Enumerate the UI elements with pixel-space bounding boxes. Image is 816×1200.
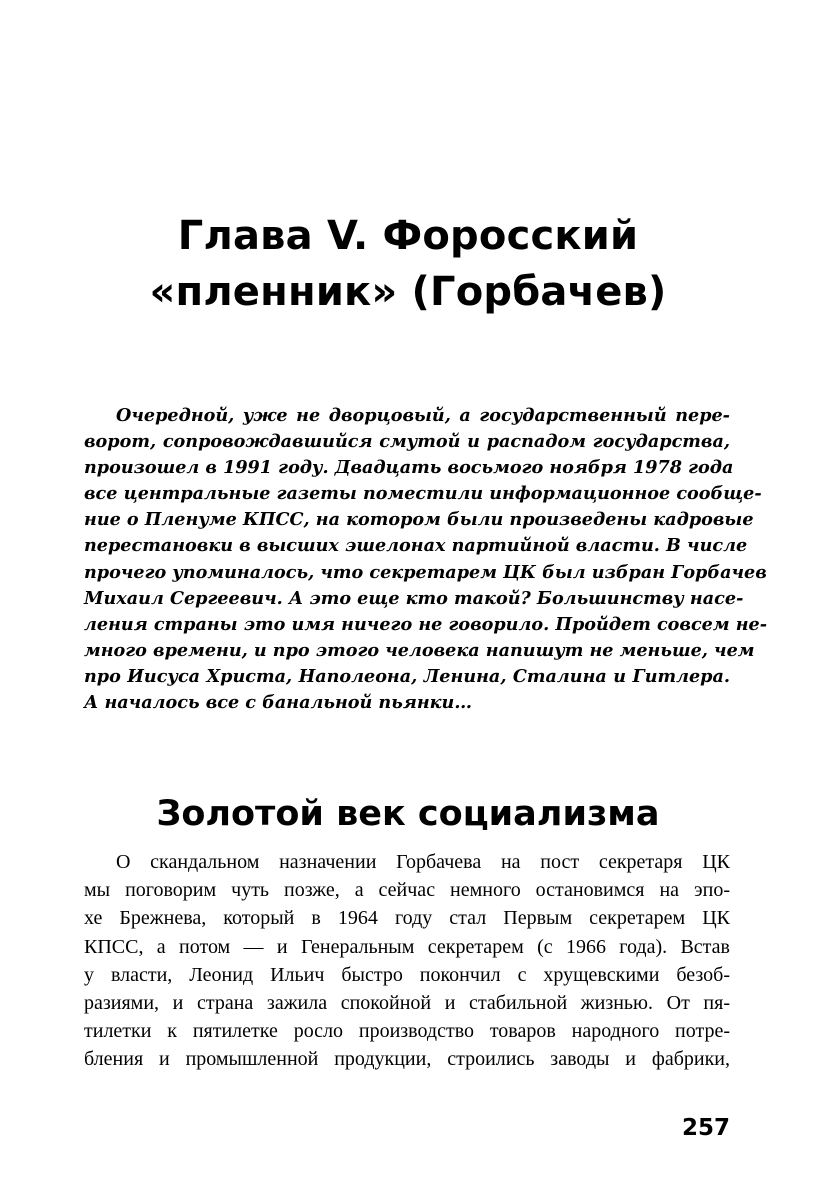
chapter-title-line: «пленник» (Горбачев): [149, 269, 667, 315]
chapter-title-line: Глава V. Форосский: [177, 213, 639, 259]
epigraph-line: Очередной, уже не дворцовый, а государственный пере-: [116, 405, 730, 426]
page-number: 257: [681, 1115, 730, 1141]
epigraph-line: ние о Пленуме КПСС, на котором были произведены кадровые: [84, 509, 754, 531]
body-line: тилетки к пятилетке росло производство товаров народного потре-: [84, 1020, 730, 1043]
body-line: хе Брежнева, который в 1964 году стал Первым секретарем ЦК: [84, 907, 730, 930]
epigraph-line: про Иисуса Христа, Наполеона, Ленина, Сталина и Гитлера.: [84, 665, 730, 687]
body-line: КПСС, а потом — и Генеральным секретарем (с 1966 года). Встав: [84, 935, 730, 958]
section-title: Золотой век социализма: [156, 794, 660, 834]
epigraph-line: прочего упоминалось, что секретарем ЦК был избран Горбачев: [84, 561, 767, 583]
body-line: бления и промышленной продукции, строились заводы и фабрики,: [84, 1048, 730, 1071]
body-line: разиями, и страна зажила спокойной и стабильной жизнью. От пя-: [84, 992, 730, 1015]
body-line: мы поговорим чуть позже, а сейчас немного остановимся на эпо-: [84, 879, 730, 902]
body-line: О скандальном назначении Горбачева на пост секретаря ЦК: [116, 851, 730, 873]
section-body-text: [84, 848, 730, 1074]
chapter-epigraph: [84, 403, 768, 716]
epigraph-line: все центральные газеты поместили информационное сообще-: [84, 483, 762, 505]
epigraph-line: А началось все с банальной пьянки…: [84, 692, 472, 714]
epigraph-line: ления страны это имя ничего не говорило. Пройдет совсем не-: [84, 613, 768, 635]
epigraph-line: Михаил Сергеевич. А это еще кто такой? Большинству насе-: [84, 587, 744, 609]
chapter-title: [80, 208, 736, 320]
epigraph-line: произошел в 1991 году. Двадцать восьмого ноября 1978 года: [84, 457, 734, 479]
epigraph-line: перестановки в высших эшелонах партийной власти. В числе: [84, 535, 748, 557]
body-line: у власти, Леонид Ильич быстро покончил с хрущевскими безоб-: [84, 963, 730, 986]
epigraph-line: много времени, и про этого человека напишут не меньше, чем: [84, 639, 755, 661]
epigraph-line: ворот, сопровождавшийся смутой и распадом государства,: [84, 431, 730, 453]
